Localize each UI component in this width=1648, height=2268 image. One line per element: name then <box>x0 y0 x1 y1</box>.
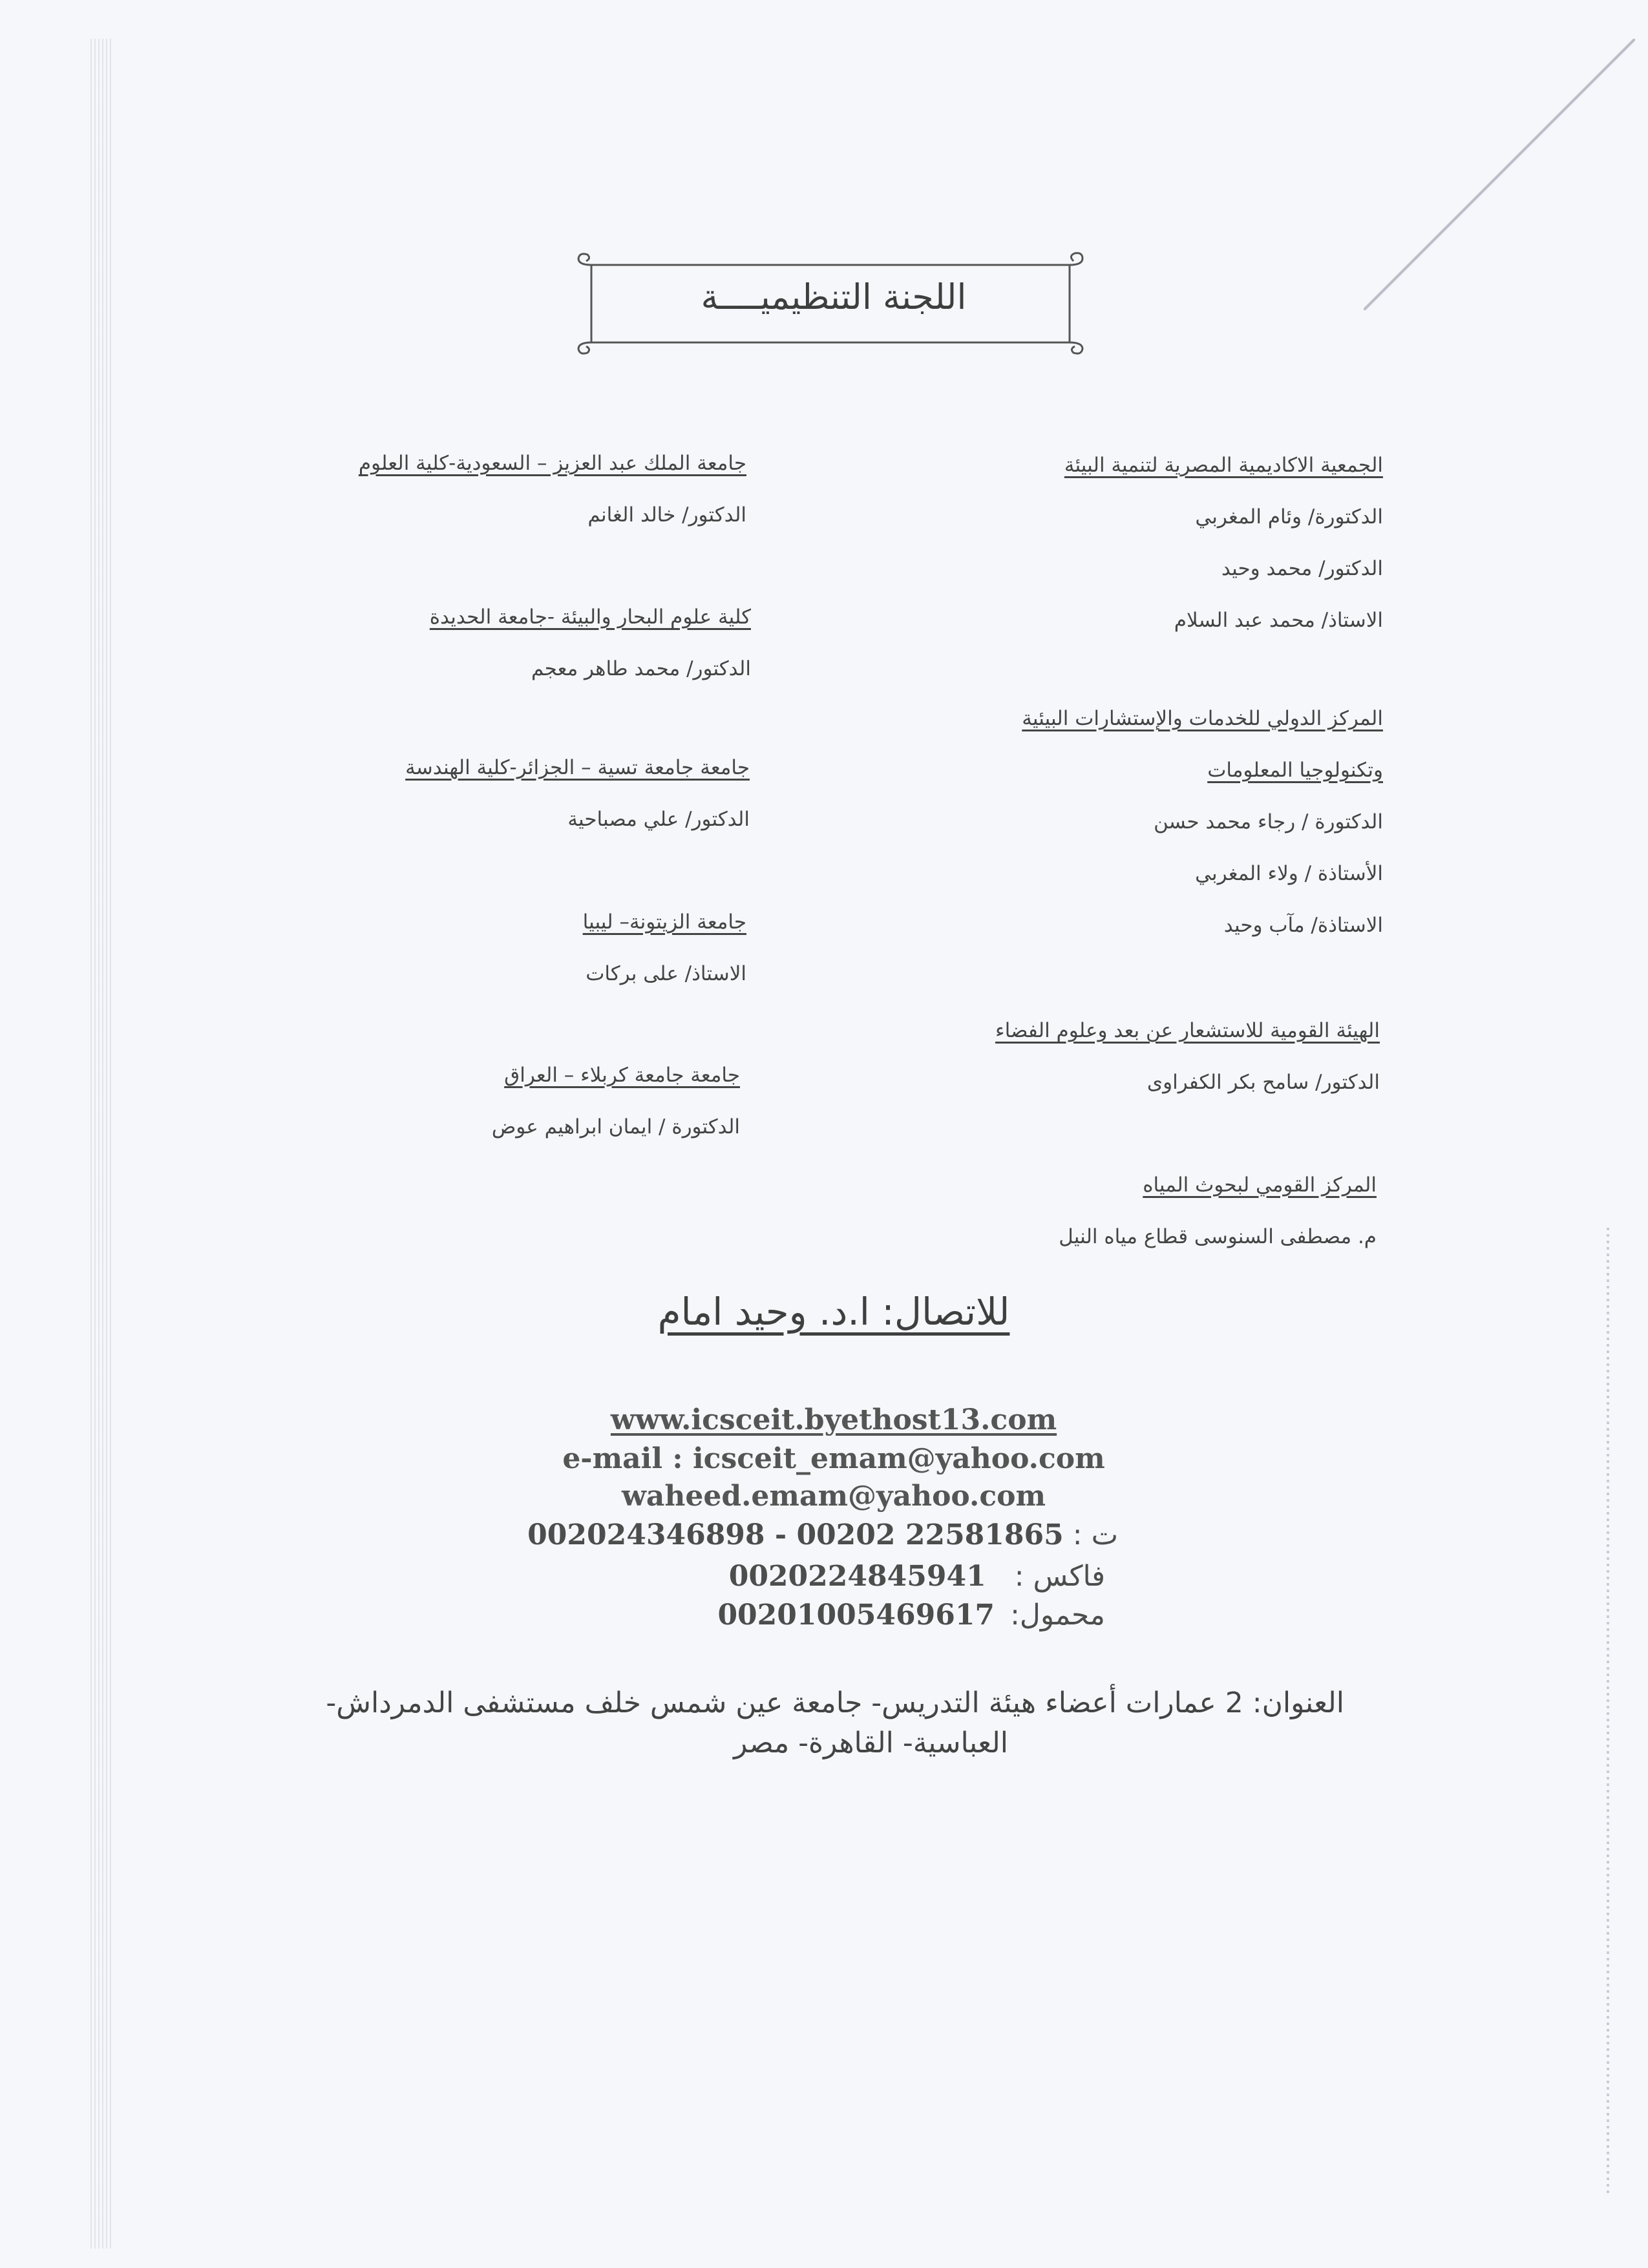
member: الدكتورة / ايمان ابراهيم عوض <box>491 1115 740 1139</box>
org-zaytuna <box>194 909 746 1013</box>
fax-row <box>704 1557 1105 1596</box>
member: الاستاذة/ مآب وحيد <box>1223 914 1383 937</box>
org-heading: جامعة الملك عبد العزيز – السعودية-كلية العلوم <box>358 452 746 475</box>
member: الدكتور/ سامح بكر الكفراوى <box>1146 1071 1380 1094</box>
scan-edge-right <box>1607 1228 1609 2197</box>
org-heading: الهيئة القومية للاستشعار عن بعد وعلوم الفضاء <box>995 1019 1380 1042</box>
paper-fold <box>1364 39 1635 310</box>
member: الدكتور/ محمد وحيد <box>1221 557 1383 580</box>
org-international-center <box>763 706 1383 964</box>
member: الدكتورة/ وئام المغربي <box>1195 505 1383 529</box>
member: الدكتور/ محمد طاهر معجم <box>531 657 751 680</box>
org-tebessa <box>194 755 750 858</box>
org-heading: المركز الدولي للخدمات والإستشارات البيئية <box>1022 707 1383 730</box>
org-heading: المركز القومي لبحوث المياه <box>1143 1173 1377 1197</box>
address-line-1: العنوان: 2 عمارات أعضاء هيئة التدريس- جامعة عين شمس خلف مستشفى الدمرداش- <box>326 1686 1344 1719</box>
phone-row <box>527 1516 1118 1555</box>
org-heading-continued: وتكنولوجيا المعلومات <box>1207 759 1383 782</box>
org-heading: جامعة جامعة تسية – الجزائر-كلية الهندسة <box>405 756 750 779</box>
mobile-row <box>711 1596 1105 1635</box>
website-link[interactable]: www.icsceit.byethost13.com <box>610 1403 1057 1436</box>
scan-edge <box>90 39 114 2249</box>
phone-label: ت : <box>1072 1518 1118 1551</box>
address <box>291 1683 1344 1763</box>
org-heading: كلية علوم البحار والبيئة -جامعة الحديدة <box>429 605 751 629</box>
contact-title: للاتصال: ا.د. وحيد امام <box>657 1290 1010 1334</box>
member: م. مصطفى السنوسى قطاع مياه النيل <box>1059 1225 1377 1248</box>
member: الأستاذة / ولاء المغربي <box>1195 862 1383 885</box>
org-water-research <box>763 1172 1377 1276</box>
phone-number: 002024346898 - 00202 22581865 <box>527 1518 1064 1551</box>
org-heading: جامعة جامعة كربلاء – العراق <box>504 1064 740 1087</box>
org-heading: الجمعية الاكاديمية المصرية لتنمية البيئة <box>1064 454 1383 477</box>
member: الاستاذ/ محمد عبد السلام <box>1174 609 1383 632</box>
fax-number: 0020224845941 <box>728 1560 986 1593</box>
org-king-abdulaziz <box>194 450 746 554</box>
email-primary[interactable]: e-mail : icsceit_emam@yahoo.com <box>562 1442 1105 1475</box>
org-egyptian-academy <box>763 452 1383 659</box>
page-title: اللجنة التنظيميــــة <box>701 277 967 317</box>
org-karbala <box>194 1062 740 1166</box>
email-secondary[interactable]: waheed.emam@yahoo.com <box>621 1480 1046 1513</box>
mobile-label: محمول: <box>1010 1599 1105 1632</box>
member: الدكتور/ علي مصباحية <box>567 808 750 831</box>
member: الدكتور/ خالد الغانم <box>587 503 746 527</box>
member: الدكتورة / رجاء محمد حسن <box>1154 810 1383 834</box>
address-line-2: العباسية- القاهرة- مصر <box>734 1727 1008 1759</box>
member: الاستاذ/ على بركات <box>586 962 746 985</box>
fax-label: فاكس : <box>1014 1560 1105 1593</box>
org-hodeidah <box>194 604 751 708</box>
org-remote-sensing <box>763 1018 1380 1121</box>
mobile-number: 00201005469617 <box>717 1599 995 1632</box>
org-heading: جامعة الزيتونة– ليبيا <box>582 910 746 934</box>
